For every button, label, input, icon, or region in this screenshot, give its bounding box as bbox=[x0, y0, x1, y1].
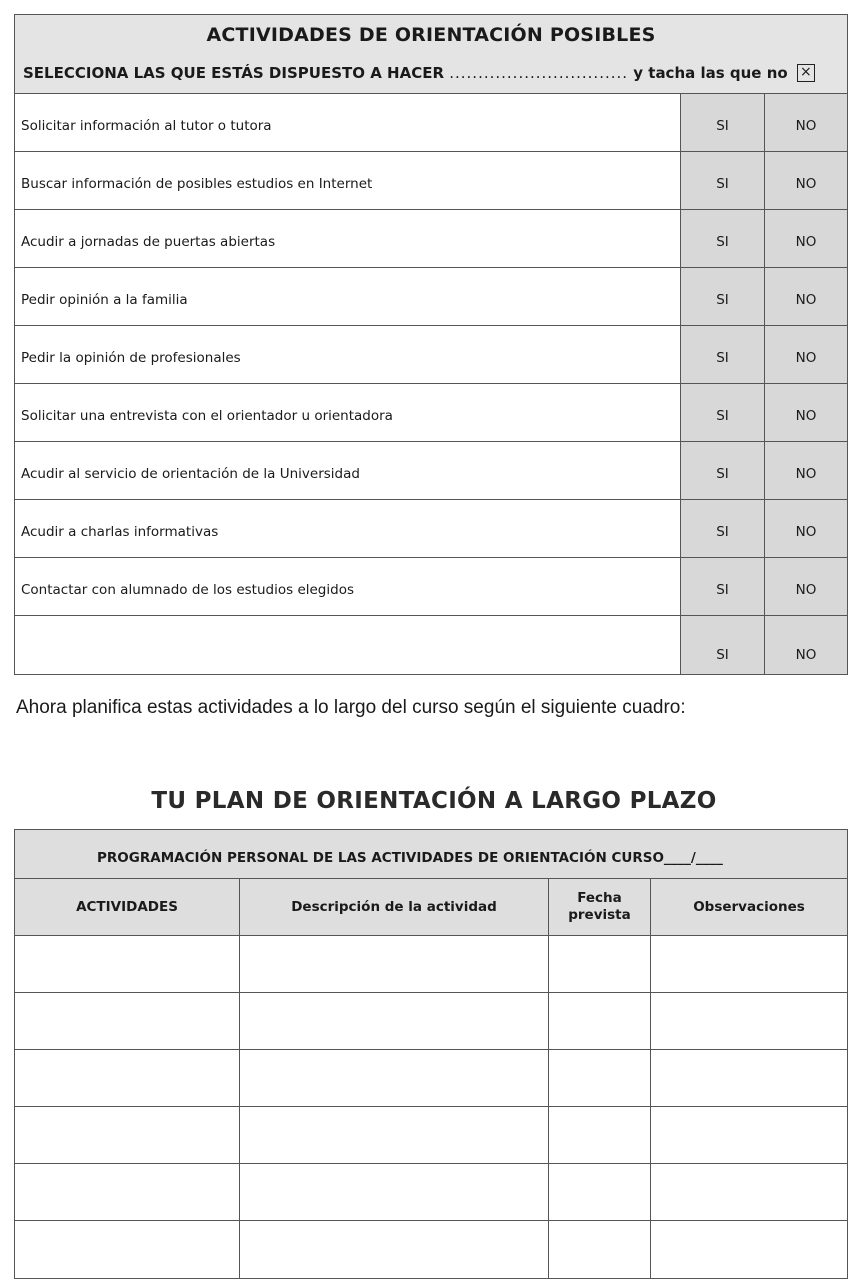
observations-cell[interactable] bbox=[650, 936, 847, 992]
table2-header: PROGRAMACIÓN PERSONAL DE LAS ACTIVIDADES DE ORIENTACIÓN CURSO____/____ bbox=[15, 830, 847, 879]
yes-option[interactable]: SI bbox=[680, 616, 764, 674]
activity-label: Acudir al servicio de orientación de la Universidad bbox=[21, 466, 360, 482]
activity-row bbox=[15, 442, 847, 500]
plan-row bbox=[15, 993, 847, 1050]
description-cell[interactable] bbox=[239, 993, 548, 1049]
yes-option[interactable]: SI bbox=[680, 152, 764, 209]
plan-title: TU PLAN DE ORIENTACIÓN A LARGO PLAZO bbox=[151, 788, 717, 814]
plan-row bbox=[15, 1164, 847, 1221]
activity-label: Acudir a jornadas de puertas abiertas bbox=[21, 234, 276, 250]
activity-row bbox=[15, 558, 847, 616]
activity-row bbox=[15, 152, 847, 210]
activity-label: Solicitar información al tutor o tutora bbox=[21, 118, 272, 134]
no-option[interactable]: NO bbox=[764, 616, 847, 674]
activity-label: Pedir opinión a la familia bbox=[21, 292, 188, 308]
activity-row bbox=[15, 326, 847, 384]
subtitle-suffix: y tacha las que no bbox=[628, 64, 788, 82]
activity-cell[interactable] bbox=[15, 1107, 239, 1163]
yes-option[interactable]: SI bbox=[680, 268, 764, 325]
activity-label: Acudir a charlas informativas bbox=[21, 524, 219, 540]
yes-option[interactable]: SI bbox=[680, 500, 764, 557]
plan-row bbox=[15, 1221, 847, 1278]
activity-row bbox=[15, 268, 847, 326]
table2-column-headers bbox=[15, 879, 847, 936]
observations-cell[interactable] bbox=[650, 1164, 847, 1220]
date-cell[interactable] bbox=[548, 1107, 650, 1163]
observations-cell[interactable] bbox=[650, 1050, 847, 1106]
orientation-activities-table bbox=[14, 14, 848, 675]
description-cell[interactable] bbox=[239, 1164, 548, 1220]
observations-cell[interactable] bbox=[650, 1107, 847, 1163]
activity-row-other bbox=[15, 616, 847, 674]
activity-label: Solicitar una entrevista con el orientador u orientadora bbox=[21, 408, 393, 424]
column-header-date: Fecha prevista bbox=[548, 879, 650, 935]
activity-cell[interactable] bbox=[15, 993, 239, 1049]
plan-row bbox=[15, 1107, 847, 1164]
activity-cell[interactable] bbox=[15, 1050, 239, 1106]
activity-cell[interactable] bbox=[15, 1221, 239, 1278]
yes-option[interactable]: SI bbox=[680, 94, 764, 151]
date-cell[interactable] bbox=[548, 993, 650, 1049]
yes-option[interactable]: SI bbox=[680, 210, 764, 267]
no-option[interactable]: NO bbox=[764, 152, 847, 209]
description-cell[interactable] bbox=[239, 1050, 548, 1106]
activity-row bbox=[15, 384, 847, 442]
column-header-activities: ACTIVIDADES bbox=[76, 898, 178, 915]
yes-option[interactable]: SI bbox=[680, 384, 764, 441]
activity-label: Pedir la opinión de profesionales bbox=[21, 350, 241, 366]
no-option[interactable]: NO bbox=[764, 442, 847, 499]
column-header-description: Descripción de la actividad bbox=[239, 879, 548, 935]
no-option[interactable]: NO bbox=[764, 94, 847, 151]
no-option[interactable]: NO bbox=[764, 500, 847, 557]
no-option[interactable]: NO bbox=[764, 558, 847, 615]
plan-row bbox=[15, 1050, 847, 1107]
table1-subtitle bbox=[15, 55, 847, 94]
description-cell[interactable] bbox=[239, 936, 548, 992]
observations-cell[interactable] bbox=[650, 993, 847, 1049]
description-cell[interactable] bbox=[239, 1107, 548, 1163]
plan-row bbox=[15, 936, 847, 993]
activity-cell[interactable] bbox=[15, 1164, 239, 1220]
yes-option[interactable]: SI bbox=[680, 326, 764, 383]
other-activity-field[interactable] bbox=[15, 616, 680, 674]
activity-label: Contactar con alumnado de los estudios elegidos bbox=[21, 582, 354, 598]
date-cell[interactable] bbox=[548, 1221, 650, 1278]
description-cell[interactable] bbox=[239, 1221, 548, 1278]
date-cell[interactable] bbox=[548, 936, 650, 992]
table1-title: ACTIVIDADES DE ORIENTACIÓN POSIBLES bbox=[15, 15, 847, 55]
date-cell[interactable] bbox=[548, 1050, 650, 1106]
subtitle-prefix: SELECCIONA LAS QUE ESTÁS DISPUESTO A HACER bbox=[23, 64, 444, 82]
yes-option[interactable]: SI bbox=[680, 442, 764, 499]
activity-label: Buscar información de posibles estudios en Internet bbox=[21, 176, 373, 192]
activity-row bbox=[15, 210, 847, 268]
column-header-observations: Observaciones bbox=[650, 879, 847, 935]
no-option[interactable]: NO bbox=[764, 210, 847, 267]
no-option[interactable]: NO bbox=[764, 326, 847, 383]
yes-option[interactable]: SI bbox=[680, 558, 764, 615]
no-option[interactable]: NO bbox=[764, 268, 847, 325]
subtitle-dots: ............................... bbox=[449, 64, 629, 82]
activity-row bbox=[15, 500, 847, 558]
activity-row bbox=[15, 94, 847, 152]
long-term-plan-table bbox=[14, 829, 848, 1279]
observations-cell[interactable] bbox=[650, 1221, 847, 1278]
date-cell[interactable] bbox=[548, 1164, 650, 1220]
instruction-sentence: Ahora planifica estas actividades a lo largo del curso según el siguiente cuadro: bbox=[16, 697, 686, 718]
cross-box-icon: × bbox=[797, 64, 815, 82]
no-option[interactable]: NO bbox=[764, 384, 847, 441]
activity-cell[interactable] bbox=[15, 936, 239, 992]
